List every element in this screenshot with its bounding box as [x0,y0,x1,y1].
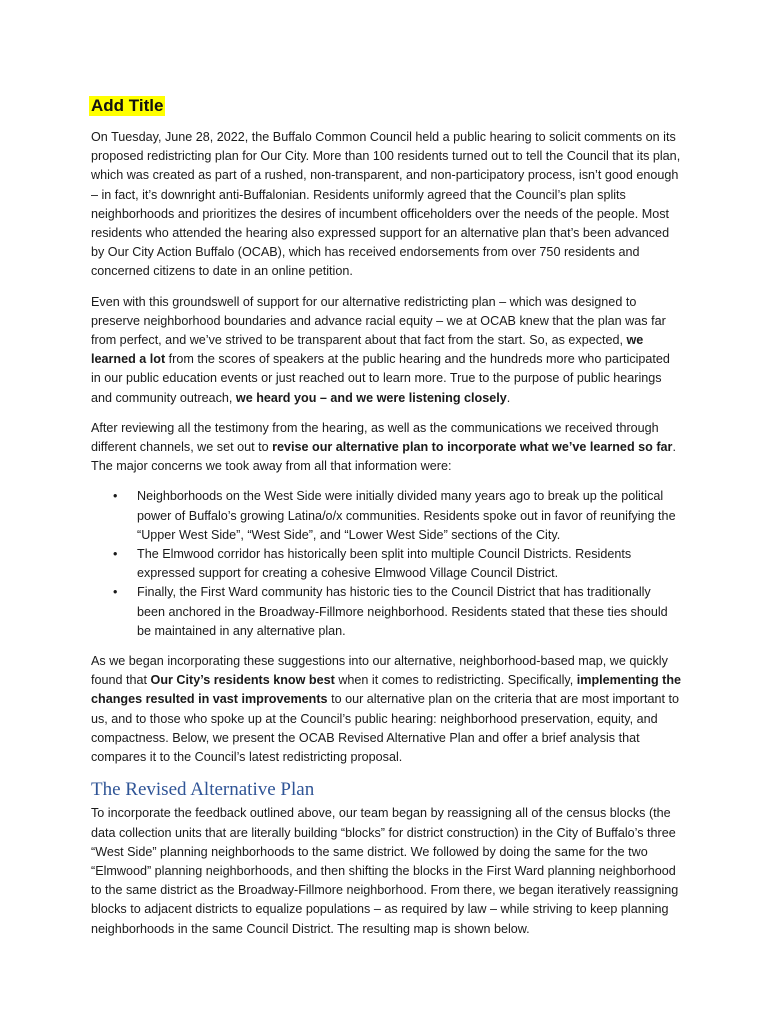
paragraph-method: To incorporate the feedback outlined above, our team began by reassigning all of the census blocks (the data collection units that are literally building “blocks” for district construction) in the City of Buffalo’s three “West Side” planning neighborhoods to the same district. We followed by doing the same for the two “Elmwood” planning neighborhoods, and then shifting the blocks in the First Ward planning neighborhood to the same district as the Broadway-Fillmore neighborhood. From there, we began iteratively reassigning blocks to adjacent districts to equalize populations – as required by law – while striving to keep planning neighborhoods in the same Council District. The resulting map is shown below. [91,806,679,936]
paragraph-support-bold: we heard you – and we were listening closely [235,390,507,405]
list-item [113,583,682,641]
list-item [113,487,682,545]
bullet-icon: • [113,585,118,600]
paragraph-review-text: . The major concerns we took away from all that information were: [91,440,676,474]
paragraph-findings-bold: implementing the changes resulted in vast improvements [91,673,682,707]
list-item-text: The Elmwood corridor has historically been split into multiple Council Districts. Residents expressed support for creating a cohesive Elmwood Village Council District. [137,547,632,581]
paragraph-findings-text: to our alternative plan on the criteria that are most important to us, and to those who spoke up at the Council’s public hearing: neighborhood preservation, equity, and compactness. Below, we present the OCAB Revised Alternative Plan and offer a brief analysis that compares it to the Council’s latest redistricting proposal. [91,692,679,765]
paragraph-findings-text: As we began incorporating these suggestions into our alternative, neighborhood-based map, we quickly found that [91,654,668,688]
bullet-icon: • [113,547,118,562]
paragraph-intro: On Tuesday, June 28, 2022, the Buffalo Common Council held a public hearing to solicit comments on its proposed redistricting plan for Our City. More than 100 residents turned out to tell the Council that its plan, which was created as part of a rushed, non-transparent, and non-participatory process, isn’t good enough – in fact, it’s downright anti-Buffalonian. Residents uniformly agreed that the Council’s plan splits neighborhoods and prioritizes the desires of incumbent officeholders over the needs of the people. Most residents who attended the hearing also expressed support for an alternative plan that’s been advanced by Our City Action Buffalo (OCAB), which has received endorsements from over 750 residents and concerned citizens to date in an online petition. [91,130,681,279]
paragraph-support [91,293,682,408]
paragraph-findings-bold: Our City’s residents know best [150,673,335,688]
list-item-text: Finally, the First Ward community has historic ties to the Council District that has traditionally been anchored in the Broadway-Fillmore neighborhood. Residents stated that these ties should be maintained in any alternative plan. [137,585,668,638]
paragraph-findings [91,652,682,767]
paragraph-support-text: Even with this groundswell of support for our alternative redistricting plan – which was designed to preserve neighborhood boundaries and advance racial equity – we at OCAB knew that the plan was far from perfect, and we’ve strived to be transparent about that fact from the start. So, as expected, [91,294,666,348]
bullet-icon: • [113,489,118,504]
paragraph-support-bold: we learned a lot [91,333,644,367]
paragraph-support-text: from the scores of speakers at the public hearing and the hundreds more who participated in our public education events or just reached out to learn more. True to the purpose of public hearings and community outreach, [91,352,670,405]
list-item [113,545,682,583]
list-item-text: Neighborhoods on the West Side were initially divided many years ago to break up the political power of Buffalo’s growing Latina/o/x communities. Residents spoke out in favor of reunifying the “Upper West Side”, “West Side”, and “Lower West Side” sections of the City. [137,489,676,542]
document-title: Add Title [91,96,164,115]
section-heading: The Revised Alternative Plan [91,779,315,801]
concerns-list [91,487,682,641]
paragraph-review-text: After reviewing all the testimony from the hearing, as well as the communications we received through different channels, we set out to [91,420,659,455]
paragraph-review [91,419,682,477]
paragraph-review-bold: revise our alternative plan to incorporate what we’ve learned so far [272,440,673,455]
paragraph-support-text: . [506,390,511,405]
paragraph-findings-text: when it comes to redistricting. Specifically, [334,673,577,688]
